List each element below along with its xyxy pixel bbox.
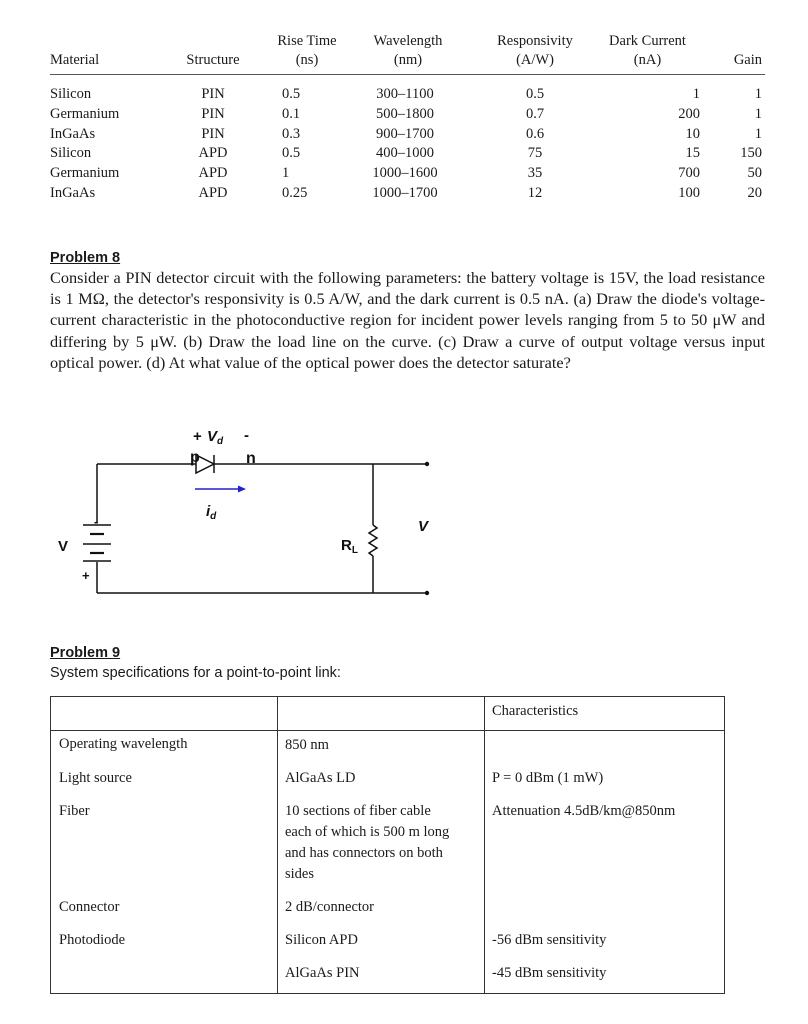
problem-8-text: Consider a PIN detector circuit with the following parameters: the battery voltage is 15V, the load resistance is 1 MΩ, the detector's responsivity is 0.5 A/W, and the dark current is 0.5 nA. (a) Draw the diode's voltage-current characteristic in the photoconductive region for incident power levels ranging from 5 to 50 μW and differing by 5 μW. (b) Draw the load line on the curve. (c) Draw a curve of output voltage versus input optical power. (d) At what value of the optical power does the detector saturate? [50, 268, 765, 372]
cell-structure: APD [198, 145, 228, 162]
n-label: n [246, 450, 256, 467]
cell-responsivity: 0.5 [525, 86, 545, 102]
header-wavelength-line1: Wavelength [373, 33, 443, 49]
cell-light-source-power: P = 0 dBm (1 mW) [492, 770, 604, 786]
rl-label-sub: L [351, 545, 358, 556]
cell-wavelength: 500–1800 [376, 105, 434, 122]
cell-dark-current: 700 [678, 165, 700, 182]
cell-photodiode: Photodiode [59, 932, 126, 948]
detector-table-header [50, 28, 765, 75]
cell-wavelength: 300–1100 [376, 86, 434, 102]
cell-rise-time: 0.5 [282, 145, 301, 162]
battery-minus-label: - [94, 514, 99, 529]
table-row [50, 184, 765, 204]
pin-detector-circuit [0, 420, 808, 620]
fiber-line-4: sides [285, 866, 314, 882]
problem-9-title: Problem 9 [50, 645, 121, 661]
rl-label [341, 537, 358, 556]
cell-dark-current: 10 [685, 125, 700, 142]
link-spec-table [50, 696, 725, 994]
table-row [50, 164, 765, 184]
column-divider-1 [277, 697, 278, 993]
id-label [206, 503, 217, 522]
header-responsivity-line1: Responsivity [497, 33, 573, 49]
cell-photodiode-apd: Silicon APD [285, 932, 358, 948]
cell-gain: 150 [740, 145, 762, 162]
cell-material: Silicon [50, 145, 92, 162]
cell-gain: 20 [747, 184, 762, 201]
header-material: Material [50, 52, 100, 68]
cell-wavelength: 1000–1700 [372, 184, 438, 201]
cell-material: InGaAs [50, 184, 96, 201]
cell-connector-loss: 2 dB/connector [285, 899, 374, 915]
cell-gain: 1 [754, 125, 762, 142]
cell-wavelength: 900–1700 [376, 125, 434, 142]
vd-label-sub: d [217, 436, 224, 447]
cell-fiber: Fiber [59, 803, 90, 819]
cell-light-source: Light source [59, 770, 132, 786]
cell-material: Germanium [50, 105, 120, 122]
cell-structure: PIN [201, 105, 225, 122]
rl-label-r: R [341, 537, 352, 554]
header-dark-current-line2: (nA) [633, 52, 662, 68]
detector-table [50, 28, 765, 204]
table-row [50, 125, 765, 145]
cell-dark-current: 100 [678, 184, 700, 201]
header-gain: Gain [733, 52, 762, 68]
problem-9-subtitle: System specifications for a point-to-point link: [50, 665, 341, 681]
cell-structure: APD [198, 184, 228, 201]
vd-label [207, 428, 224, 447]
header-characteristics: Characteristics [492, 703, 579, 719]
cell-apd-sensitivity: -56 dBm sensitivity [492, 932, 607, 948]
cell-fiber-description [285, 801, 449, 885]
row-divider-header [51, 730, 724, 731]
cell-rise-time: 0.1 [282, 105, 301, 122]
cell-responsivity: 0.7 [525, 105, 545, 122]
output-voltage-label: V [418, 518, 429, 535]
cell-pin-sensitivity: -45 dBm sensitivity [492, 965, 607, 981]
table-row [50, 105, 765, 125]
id-label-sub: d [210, 511, 217, 522]
vd-minus-label: - [244, 427, 249, 444]
header-rise-time-line1: Rise Time [277, 33, 337, 49]
cell-wavelength: 400–1000 [376, 145, 434, 162]
fiber-line-2: each of which is 500 m long [285, 824, 450, 840]
cell-responsivity: 0.6 [525, 125, 545, 142]
p-label: p [190, 449, 200, 466]
cell-dark-current: 200 [678, 105, 700, 122]
cell-structure: PIN [201, 125, 225, 142]
problem-9 [50, 645, 765, 683]
problem-8 [50, 250, 765, 373]
header-rise-time-line2: (ns) [295, 52, 319, 68]
fiber-line-3: and has connectors on both [285, 845, 443, 861]
header-dark-current-line1: Dark Current [609, 33, 686, 49]
table-row [50, 144, 765, 164]
header-dark-current [590, 32, 705, 70]
header-rise-time [262, 32, 352, 70]
header-responsivity [475, 32, 595, 70]
cell-structure: PIN [201, 86, 225, 102]
cell-gain: 1 [754, 86, 762, 102]
problem-8-title: Problem 8 [50, 250, 121, 266]
vd-label-v: V [207, 428, 218, 445]
current-arrow-head [238, 486, 246, 493]
battery-plus-label: + [82, 568, 90, 583]
vd-plus-label: + [193, 428, 202, 445]
header-wavelength [358, 32, 458, 70]
source-voltage-label: V [58, 538, 69, 555]
cell-rise-time: 1 [282, 165, 290, 182]
cell-responsivity: 75 [527, 145, 543, 162]
cell-material: Silicon [50, 86, 92, 102]
cell-fiber-attenuation: Attenuation 4.5dB/km@850nm [492, 803, 676, 819]
cell-material: InGaAs [50, 125, 96, 142]
cell-responsivity: 35 [527, 165, 543, 182]
cell-connector: Connector [59, 899, 120, 915]
cell-gain: 50 [747, 165, 762, 182]
output-terminal-bottom [425, 591, 429, 595]
cell-operating-wavelength: Operating wavelength [59, 736, 188, 752]
header-responsivity-line2: (A/W) [516, 52, 554, 68]
column-divider-2 [484, 697, 485, 993]
cell-wavelength: 1000–1600 [372, 165, 438, 182]
cell-responsivity: 12 [527, 184, 543, 201]
header-wavelength-line2: (nm) [393, 52, 423, 68]
cell-dark-current: 1 [692, 86, 700, 102]
cell-wavelength-value: 850 nm [285, 737, 329, 753]
resistor-rl [369, 525, 377, 556]
cell-rise-time: 0.5 [282, 86, 301, 102]
cell-rise-time: 0.3 [282, 125, 301, 142]
table-row [50, 85, 765, 105]
cell-light-source-value: AlGaAs LD [285, 770, 356, 786]
cell-rise-time: 0.25 [282, 184, 308, 201]
cell-material: Germanium [50, 165, 120, 182]
id-label-i: i [206, 503, 211, 520]
cell-gain: 1 [754, 105, 762, 122]
cell-structure: APD [198, 165, 228, 182]
header-structure: Structure [186, 52, 240, 68]
fiber-line-1: 10 sections of fiber cable [285, 803, 431, 819]
cell-photodiode-pin: AlGaAs PIN [285, 965, 360, 981]
detector-table-body [50, 75, 765, 204]
cell-dark-current: 15 [685, 145, 700, 162]
output-terminal-top [425, 462, 429, 466]
